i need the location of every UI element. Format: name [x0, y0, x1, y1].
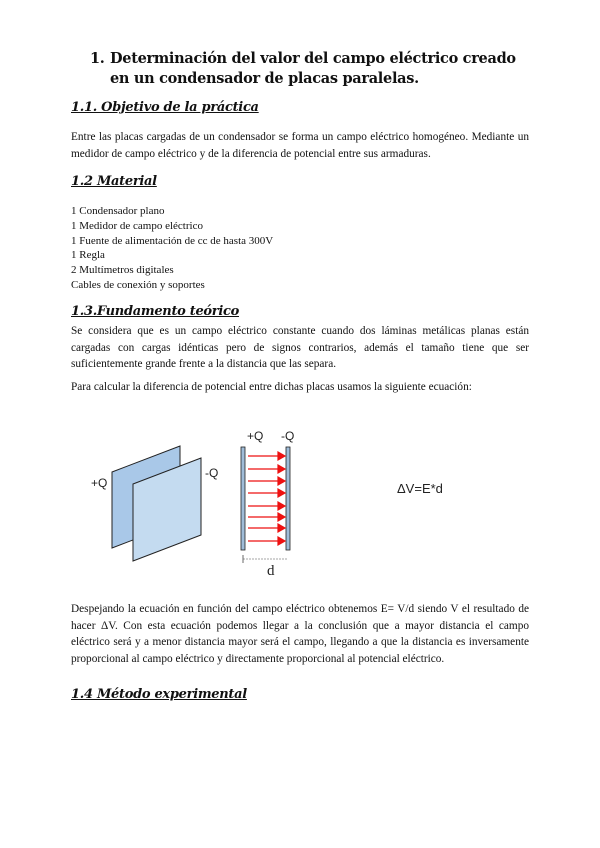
paragraph-objetivo: Entre las placas cargadas de un condensador se forma un campo eléctrico homogéneo. Mediante un medidor de campo eléctrico y de la diferencia de potencial entre sus armaduras.: [71, 131, 529, 160]
side-minus-q-label: -Q: [281, 429, 295, 443]
list-item: 1 Fuente de alimentación de cc de hasta 300V: [71, 234, 274, 247]
distance-label: d: [267, 563, 275, 579]
plus-plate: [241, 447, 245, 550]
heading-objetivo: 1.1. Objetivo de la práctica: [71, 100, 259, 115]
equation: ΔV=E*d: [397, 481, 443, 496]
heading-material: 1.2 Material: [71, 174, 157, 189]
list-item: 2 Multímetros digitales: [71, 264, 174, 277]
field-arrows: [248, 452, 285, 545]
heading-metodo: 1.4 Método experimental: [71, 687, 247, 702]
paragraph-despejando: Despejando la ecuación en función del campo eléctrico obtenemos E= V/d siendo V el resultado de hacer ΔV. Con esta ecuación podemos llegar a la conclusión que a mayor distancia el campo eléctrico será y a menor distancia mayor será el campo, llegando a que la distancia es inversamente proporcional al campo eléctrico y directamente proporcional al potencial eléctrico.: [71, 603, 529, 665]
minus-plate: [286, 447, 290, 550]
material-list: [71, 204, 273, 293]
paragraph-fundamento: Se considera que es un campo eléctrico constante cuando dos láminas metálicas planas están cargadas con cargas idénticas pero de signos contrarios, además el tamaño tiene que ser suficientemente grande frente a la distancia que las separa.: [71, 325, 529, 370]
minus-q-label: -Q: [205, 466, 219, 480]
title-number: 1.: [90, 50, 105, 67]
title-text: Determinación del valor del campo eléctrico creado en un condensador de placas paralelas.: [110, 50, 516, 87]
paragraph-ecuacion-intro: Para calcular la diferencia de potencial entre dichas placas usamos la siguiente ecuación:: [71, 381, 472, 393]
list-item: 1 Condensador plano: [71, 205, 165, 217]
list-item: 1 Medidor de campo eléctrico: [71, 219, 203, 232]
heading-fundamento: 1.3.Fundamento teórico: [71, 304, 239, 319]
side-plus-q-label: +Q: [247, 429, 264, 443]
page-title: [90, 49, 530, 89]
parallel-plates-diagram: [80, 420, 520, 590]
list-item: 1 Regla: [71, 249, 105, 262]
plus-q-label: +Q: [91, 476, 108, 490]
list-item: Cables de conexión y soportes: [71, 278, 205, 291]
capacitor-figure: [80, 420, 520, 590]
